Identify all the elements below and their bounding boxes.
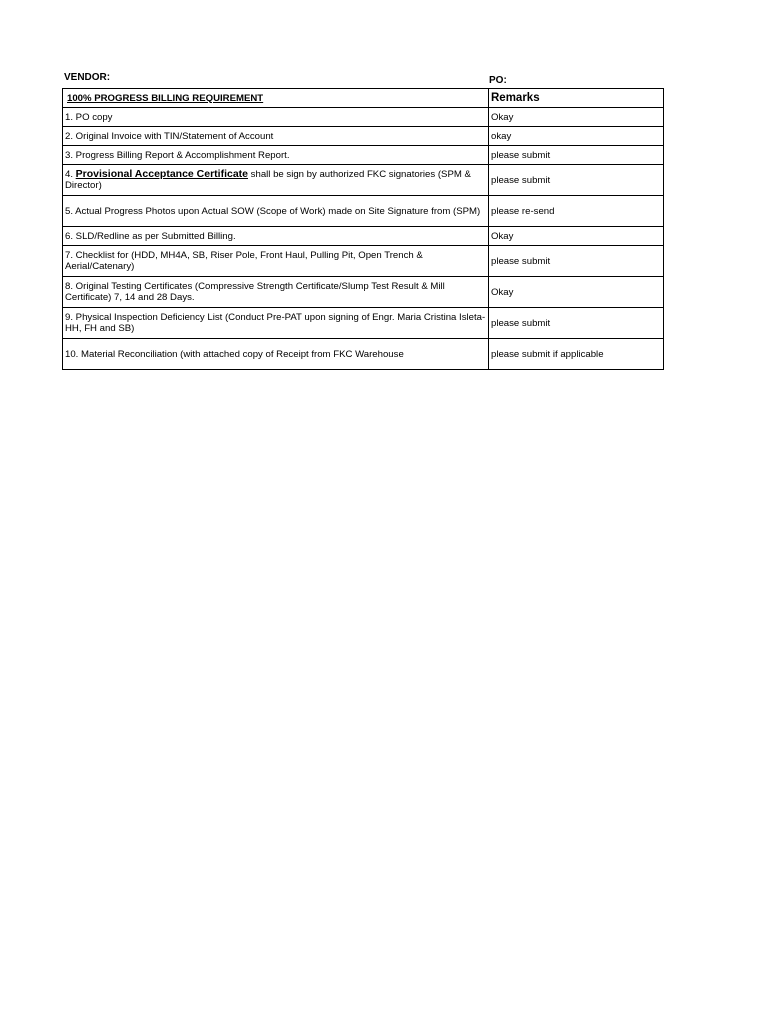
requirement-cell: 6. SLD/Redline as per Submitted Billing. (63, 227, 489, 246)
remark-cell: Okay (489, 108, 664, 127)
po-label: PO: (489, 75, 507, 86)
remark-cell: please re-send (489, 196, 664, 227)
requirement-cell: 9. Physical Inspection Deficiency List (Conduct Pre-PAT upon signing of Engr. Maria Cristina Isleta-HH, FH and SB) (63, 308, 489, 339)
requirement-suffix: shall be sign by authorized FKC signatories (SPM & Director) (65, 169, 471, 191)
remark-cell: please submit (489, 165, 664, 196)
requirement-cell: 7. Checklist for (HDD, MH4A, SB, Riser Pole, Front Haul, Pulling Pit, Open Trench & Aerial/Catenary) (63, 246, 489, 277)
requirement-cell: 10. Material Reconciliation (with attached copy of Receipt from FKC Warehouse (63, 339, 489, 370)
vendor-label: VENDOR: (64, 72, 111, 83)
table-row (63, 127, 664, 146)
remark-cell: please submit (489, 308, 664, 339)
table-row (63, 246, 664, 277)
requirements-table (62, 88, 664, 370)
column-header-requirement: 100% PROGRESS BILLING REQUIREMENT (63, 89, 489, 108)
remark-cell: please submit if applicable (489, 339, 664, 370)
table-row (63, 227, 664, 246)
remark-cell: please submit (489, 246, 664, 277)
remark-cell: please submit (489, 146, 664, 165)
requirement-cell: 2. Original Invoice with TIN/Statement of Account (63, 127, 489, 146)
requirement-prefix: 4. (65, 169, 76, 180)
remark-cell: okay (489, 127, 664, 146)
requirement-cell: 3. Progress Billing Report & Accomplishment Report. (63, 146, 489, 165)
remark-cell: Okay (489, 277, 664, 308)
requirement-cell: 5. Actual Progress Photos upon Actual SOW (Scope of Work) made on Site Signature from (SPM) (63, 196, 489, 227)
table-row (63, 146, 664, 165)
table-row (63, 277, 664, 308)
column-header-remarks: Remarks (489, 89, 664, 108)
table-row (63, 339, 664, 370)
requirement-cell: 8. Original Testing Certificates (Compressive Strength Certificate/Slump Test Result & Mill Certificate) 7, 14 and 28 Days. (63, 277, 489, 308)
table-row (63, 308, 664, 339)
requirement-cell: 1. PO copy (63, 108, 489, 127)
provisional-acceptance-emphasis: Provisional Acceptance Certificate (75, 168, 249, 180)
table-row (63, 108, 664, 127)
table-row (63, 196, 664, 227)
table-row (63, 165, 664, 196)
table-header-row (63, 89, 664, 108)
requirement-cell (63, 165, 489, 196)
remark-cell: Okay (489, 227, 664, 246)
